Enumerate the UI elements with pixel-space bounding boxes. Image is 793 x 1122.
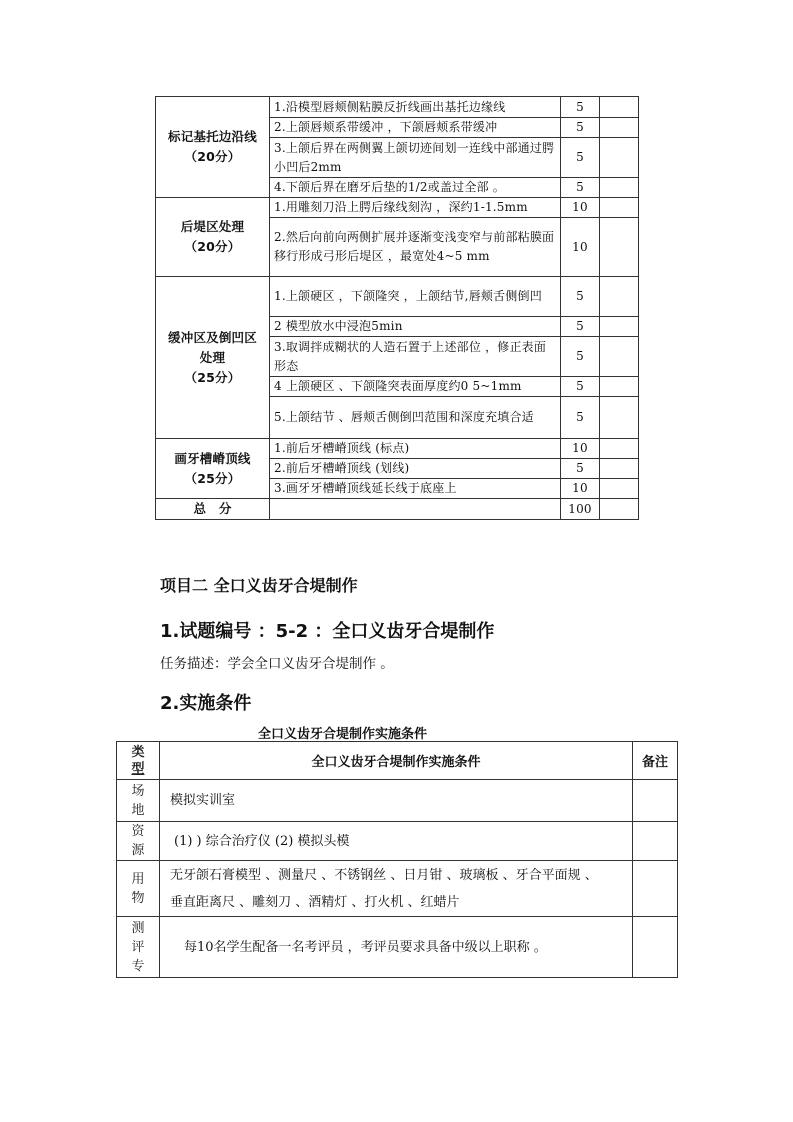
criterion-score: 5: [561, 97, 600, 118]
type-char: 类: [131, 744, 145, 760]
scoring-table: [155, 96, 639, 520]
condition-content: 每10名学生配备一名考评员 ，考评员要求具备中级以上职称 。: [160, 917, 633, 978]
type-header: [117, 742, 160, 780]
criterion-text: 2.上颌唇颊系带缓冲 ，下颌唇颊系带缓冲: [270, 118, 561, 138]
remark-cell: [600, 439, 639, 459]
section-points: （20分）: [184, 239, 241, 254]
remark-cell: [600, 377, 639, 397]
criterion-text: 1.上颌硬区 ，下颌隆突 ，上颌结节,唇颊舌侧倒凹: [270, 277, 561, 317]
condition-line: 垂直距离尺 、雕刻刀 、酒精灯 、打火机 、红蜡片: [170, 894, 460, 910]
condition-content: [160, 861, 633, 917]
type-char: 地: [131, 802, 145, 818]
type-cell: [117, 861, 160, 917]
total-score: 100: [561, 499, 600, 520]
criterion-text: 2.然后向前向两侧扩展并逐渐变浅变窄与前部粘膜面移行形成弓形后堤区 ，最宽处4~5 mm: [270, 218, 561, 277]
criterion-text: 1.前后牙槽嵴顶线 (标点): [270, 439, 561, 459]
remark-cell: [600, 218, 639, 277]
type-char: 源: [131, 843, 145, 858]
criterion-score: 5: [561, 138, 600, 178]
section-points: （20分）: [184, 149, 241, 164]
note-cell: [633, 780, 678, 822]
condition-content: (1) ) 综合治疗仪 (2) 模拟头模: [160, 822, 633, 861]
remark-cell: [600, 97, 639, 118]
remark-cell: [600, 397, 639, 439]
conditions-table: [116, 741, 678, 978]
type-char: 用: [131, 871, 145, 887]
conditions-heading: 2.实施条件: [160, 693, 252, 714]
remark-cell: [600, 499, 639, 520]
criterion-text: 2.前后牙槽嵴顶线 (划线): [270, 459, 561, 479]
total-blank-cell: [270, 499, 561, 520]
criterion-score: 5: [561, 178, 600, 198]
remark-cell: [600, 459, 639, 479]
note-header: 备注: [633, 742, 678, 780]
remark-cell: [600, 317, 639, 337]
content-header: 全口义齿牙合堤制作实施条件: [160, 742, 633, 780]
criterion-text: 2 模型放水中浸泡5min: [270, 317, 561, 337]
remark-cell: [600, 118, 639, 138]
section-name: 后堤区处理: [180, 219, 245, 234]
type-char: 物: [131, 890, 145, 906]
remark-cell: [600, 337, 639, 377]
remark-cell: [600, 198, 639, 218]
type-cell: [117, 822, 160, 861]
remark-cell: [600, 178, 639, 198]
section-category: [156, 277, 270, 439]
criterion-text: 5.上颌结节 、唇颊舌侧倒凹范围和深度充填合适: [270, 397, 561, 439]
criterion-text: 1.用雕刻刀沿上腭后缘线刻沟 ，深约1-1.5mm: [270, 198, 561, 218]
criterion-score: 10: [561, 198, 600, 218]
type-char: 测: [131, 921, 145, 936]
section-points: （25分）: [184, 369, 241, 385]
type-char: 评: [131, 940, 145, 955]
remark-cell: [600, 479, 639, 499]
type-cell: [117, 917, 160, 978]
criterion-score: 5: [561, 337, 600, 377]
criterion-text: 3.上颌后界在两侧翼上颌切迹间划一连线中部通过腭小凹后2mm: [270, 138, 561, 178]
conditions-table-caption: 全口义齿牙合堤制作实施条件: [258, 727, 428, 742]
section-name: 缓冲区及倒凹区处理: [168, 329, 257, 365]
condition-line: 无牙颌石膏模型 、测量尺 、不锈钢丝 、日月钳 、玻璃板 、牙合平面规 、: [170, 867, 598, 883]
criterion-score: 5: [561, 397, 600, 439]
condition-content: 模拟实训室: [160, 780, 633, 822]
criterion-score: 5: [561, 459, 600, 479]
note-cell: [633, 822, 678, 861]
section-name: 标记基托边沿线: [168, 129, 257, 144]
criterion-text: 4 上颌硬区 、下颌隆突表面厚度约0 5~1mm: [270, 377, 561, 397]
criterion-text: 1.沿模型唇颊侧粘膜反折线画出基托边缘线: [270, 97, 561, 118]
criterion-score: 5: [561, 377, 600, 397]
type-char: 资: [131, 824, 145, 839]
criterion-score: 5: [561, 317, 600, 337]
note-cell: [633, 861, 678, 917]
section-points: （25分）: [184, 470, 241, 486]
criterion-text: 3.画牙牙槽嵴顶线延长线于底座上: [270, 479, 561, 499]
type-char: 场: [131, 783, 145, 799]
question-heading: 1.试题编号 ：5-2 ：全口义齿牙合堤制作: [160, 621, 495, 642]
criterion-text: 3.取调拌成糊状的人造石置于上述部位 ，修正表面形态: [270, 337, 561, 377]
total-label: 总 分: [156, 499, 270, 520]
type-char: 型: [131, 761, 145, 777]
remark-cell: [600, 277, 639, 317]
type-char: 专: [131, 959, 145, 974]
remark-cell: [600, 138, 639, 178]
criterion-score: 10: [561, 439, 600, 459]
type-cell: [117, 780, 160, 822]
section-category: [156, 198, 270, 277]
section-category: [156, 97, 270, 198]
criterion-score: 10: [561, 218, 600, 277]
criterion-score: 10: [561, 479, 600, 499]
criterion-text: 4.下颌后界在磨牙后垫的1/2或盖过全部 。: [270, 178, 561, 198]
section-category: [156, 439, 270, 499]
project-heading: 项目二 全口义齿牙合堤制作: [160, 576, 358, 595]
section-name: 画牙槽嵴顶线: [174, 450, 251, 466]
criterion-score: 5: [561, 277, 600, 317]
criterion-score: 5: [561, 118, 600, 138]
note-cell: [633, 917, 678, 978]
task-description: 任务描述：学会全口义齿牙合堤制作 。: [160, 656, 394, 672]
